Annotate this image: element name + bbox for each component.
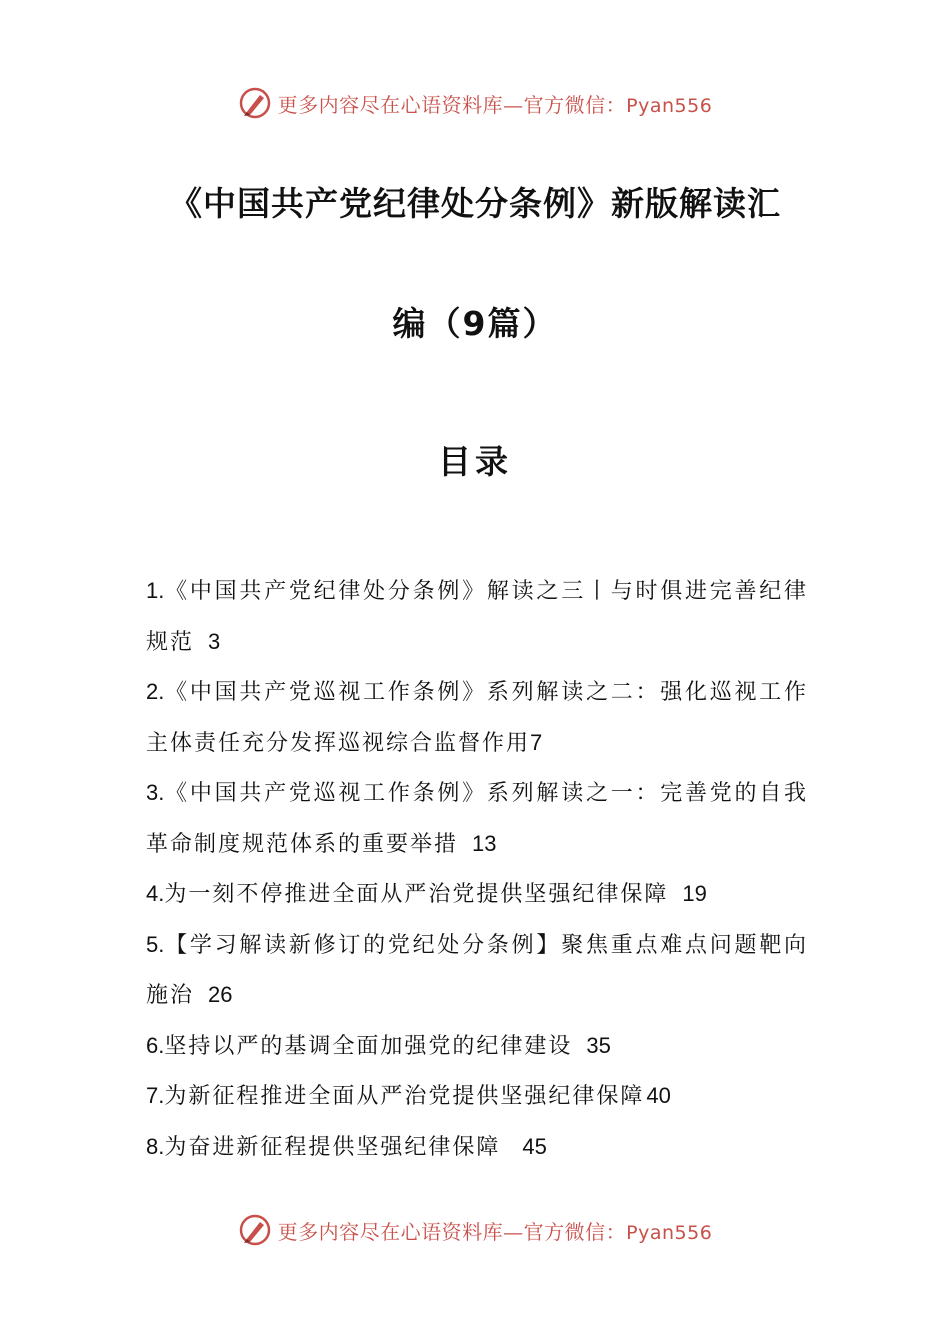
toc-heading: 目录 bbox=[438, 442, 512, 481]
table-of-contents bbox=[146, 566, 808, 1172]
toc-item[interactable]: 2.《中国共产党巡视工作条例》系列解读之二：强化巡视工作主体责任充分发挥巡视综合监督作用7 bbox=[146, 679, 808, 756]
toc-item[interactable]: 8.为奋进新征程提供坚强纪律保障 45 bbox=[146, 1133, 547, 1160]
document-title-line-2: 编（9篇） bbox=[392, 304, 558, 343]
toc-item[interactable]: 4.为一刻不停推进全面从严治党提供坚强纪律保障 19 bbox=[146, 881, 707, 907]
toc-item[interactable]: 3.《中国共产党巡视工作条例》系列解读之一：完善党的自我革命制度规范体系的重要举措 13 bbox=[146, 780, 808, 857]
watermark-header bbox=[0, 83, 950, 123]
toc-item[interactable]: 1.《中国共产党纪律处分条例》解读之三丨与时俱进完善纪律规范 3 bbox=[146, 578, 808, 655]
toc-item[interactable]: 6.坚持以严的基调全面加强党的纪律建设 35 bbox=[146, 1032, 611, 1059]
document-title-line-1: 《中国共产党纪律处分条例》新版解读汇 bbox=[169, 184, 781, 223]
toc-item[interactable]: 5.【学习解读新修订的党纪处分条例】聚焦重点难点问题靶向施治 26 bbox=[146, 931, 808, 1008]
watermark-footer bbox=[0, 1210, 950, 1250]
watermark-text: 更多内容尽在心语资料库—官方微信：Pyan556 bbox=[277, 1219, 713, 1244]
pen-logo-icon bbox=[238, 86, 272, 120]
watermark-text: 更多内容尽在心语资料库—官方微信：Pyan556 bbox=[277, 92, 713, 117]
toc-item[interactable]: 7.为新征程推进全面从严治党提供坚强纪律保障40 bbox=[146, 1083, 671, 1109]
pen-logo-icon bbox=[238, 1213, 272, 1247]
